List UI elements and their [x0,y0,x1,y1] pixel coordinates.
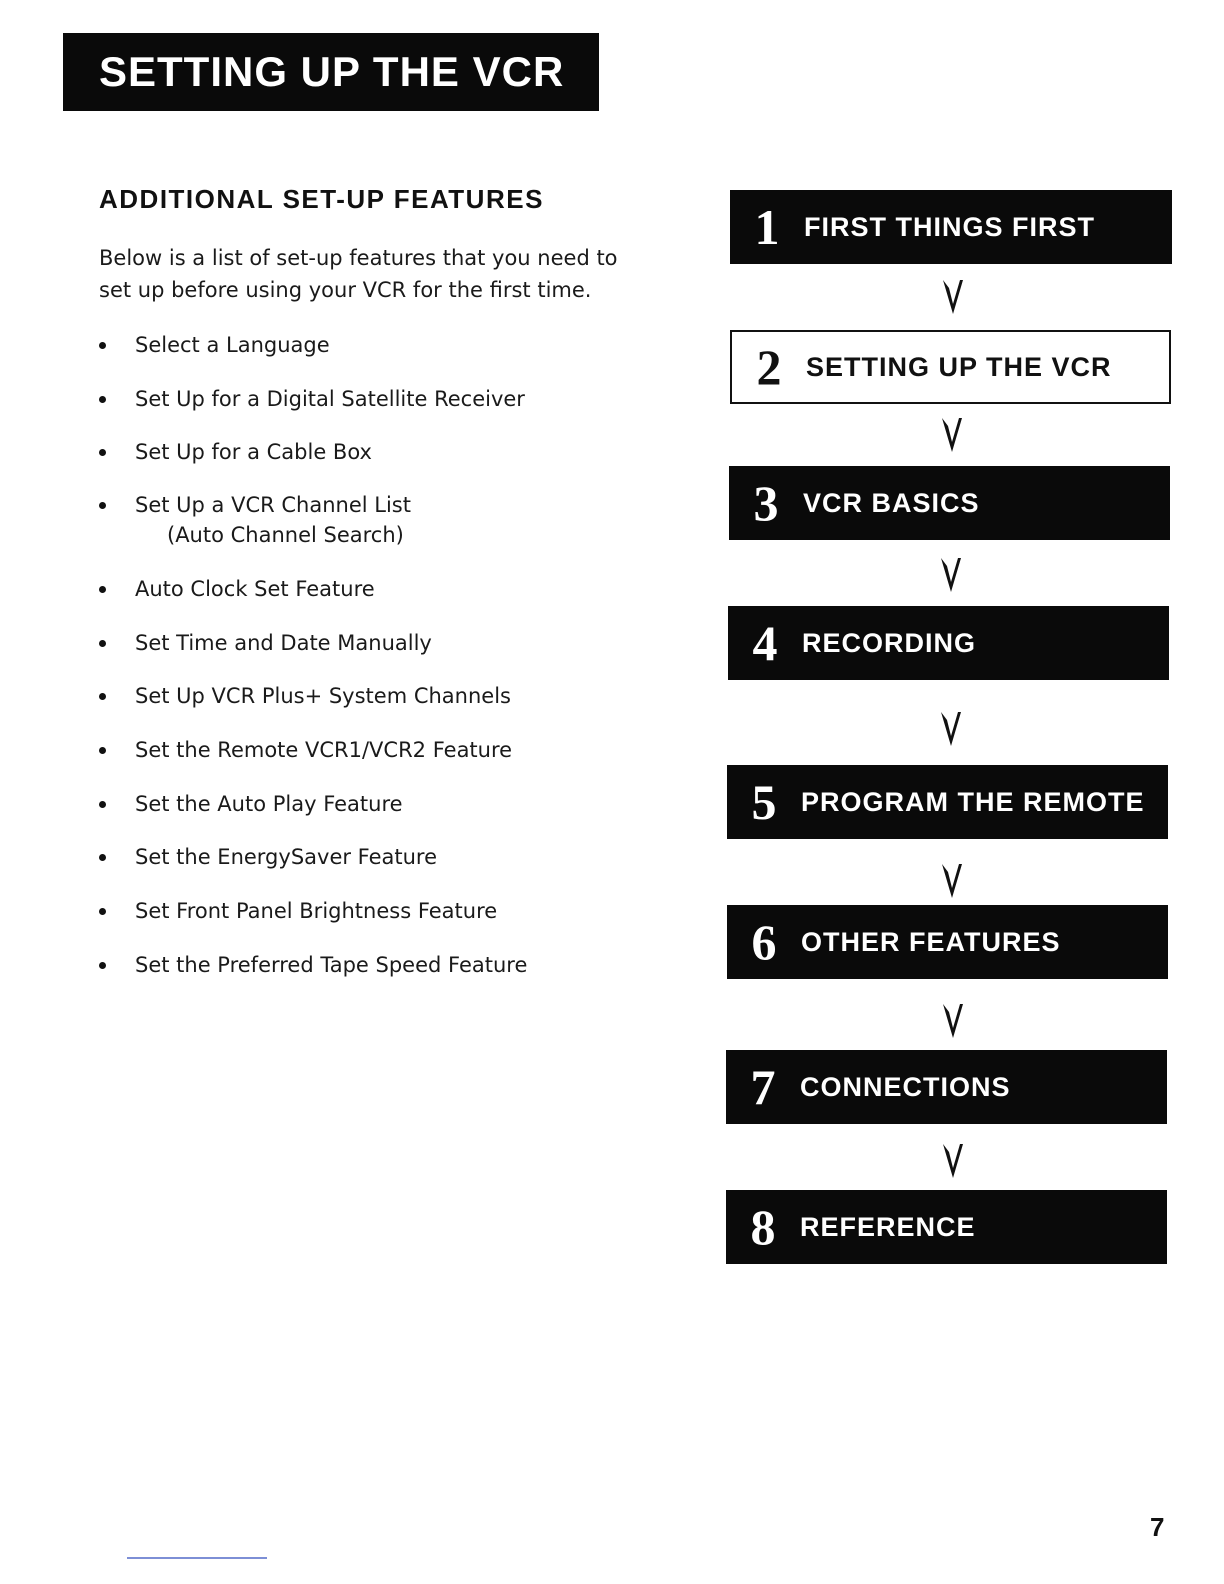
page-title: SETTING UP THE VCR [99,48,565,95]
chapter-box-7 [726,1050,1167,1124]
chapter-box-8 [726,1190,1167,1264]
feature-label: Set Front Panel Brightness Feature [135,899,498,923]
chapter-number: 8 [750,1199,776,1255]
feature-label: Set Up for a Digital Satellite Receiver [135,387,525,411]
intro-paragraph: Below is a list of set-up features that you need to set up before using your VCR for the first time. [99,246,618,302]
chapter-box-3 [729,466,1170,540]
feature-text [135,950,527,980]
down-arrow-icon [939,554,963,594]
feature-text [135,842,437,872]
feature-text [135,896,497,926]
chapter-number: 5 [751,774,777,830]
page-number: 7 [1150,1512,1165,1542]
down-arrow-icon [941,276,965,316]
chapter-label: FIRST THINGS FIRST [804,211,1095,242]
chapter-label: REFERENCE [800,1211,976,1242]
feature-sublabel: (Auto Channel Search) [167,523,404,547]
bottom-rule [127,1557,267,1559]
chapter-number: 2 [756,339,782,395]
down-arrow-icon [939,708,963,748]
down-arrow-icon [940,414,964,454]
chapter-number: 3 [753,475,779,531]
feature-text [135,490,411,550]
chapter-number: 4 [752,615,778,671]
feature-label: Set the Remote VCR1/VCR2 Feature [135,738,513,762]
down-arrow-icon [940,860,964,900]
feature-label: Set the Preferred Tape Speed Feature [135,953,528,977]
bullet-icon [99,908,106,915]
bullet-icon [99,693,106,700]
feature-label: Set Time and Date Manually [135,631,432,655]
feature-label: Set the Auto Play Feature [135,792,403,816]
bullet-icon [99,449,106,456]
feature-label: Select a Language [135,333,330,357]
chapter-label: CONNECTIONS [800,1071,1011,1102]
feature-label: Set Up for a Cable Box [135,440,372,464]
bullet-icon [99,747,106,754]
chapter-number: 7 [750,1059,776,1115]
chapter-box-6 [727,905,1168,979]
bullet-icon [99,962,106,969]
bullet-icon [99,396,106,403]
chapter-label: VCR BASICS [803,487,980,518]
page-header-bar [63,33,599,111]
section-heading: ADDITIONAL SET-UP FEATURES [99,184,544,214]
chapter-label: OTHER FEATURES [801,926,1061,957]
feature-label: Set Up VCR Plus+ System Channels [135,684,511,708]
chapter-box-1 [730,190,1172,264]
bullet-icon [99,586,106,593]
feature-text [135,628,432,658]
bullet-icon [99,801,106,808]
down-arrow-icon [941,1140,965,1180]
bullet-icon [99,502,106,509]
feature-label: Auto Clock Set Feature [135,577,375,601]
down-arrow-icon [941,1000,965,1040]
feature-text [135,681,511,711]
bullet-icon [99,342,106,349]
chapter-label: PROGRAM THE REMOTE [801,786,1145,817]
chapter-number: 6 [751,914,777,970]
feature-label: Set the EnergySaver Feature [135,845,438,869]
chapter-box-2 [730,330,1171,404]
chapter-label: SETTING UP THE VCR [806,351,1112,382]
chapter-box-4 [728,606,1169,680]
chapter-number: 1 [754,199,780,255]
feature-label: Set Up a VCR Channel List [135,493,411,517]
feature-text [135,384,525,414]
feature-text [135,574,375,604]
feature-text [135,437,372,467]
feature-text [135,330,330,360]
chapter-label: RECORDING [802,627,977,658]
feature-text [135,735,512,765]
bullet-icon [99,854,106,861]
bullet-icon [99,640,106,647]
feature-text [135,789,403,819]
chapter-box-5 [727,765,1168,839]
